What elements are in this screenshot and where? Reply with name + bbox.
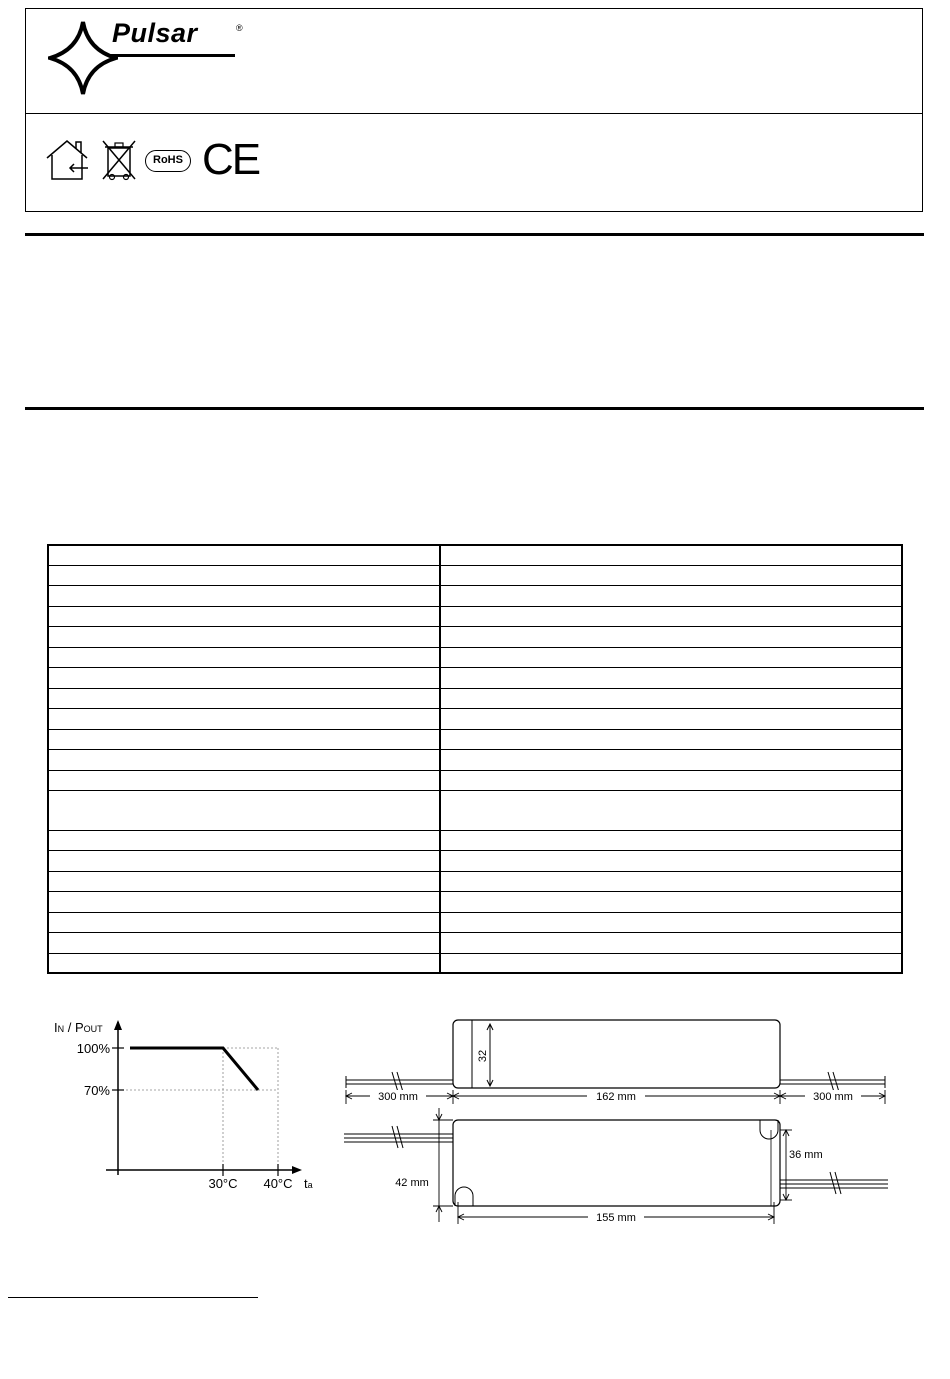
x-axis-label: ta: [304, 1176, 313, 1191]
y-tick-label-100: 100%: [76, 1041, 110, 1056]
cable-left-length-label: 300 mm: [378, 1091, 418, 1103]
weee-bin-icon: [100, 139, 138, 181]
spec-table-row-line: [49, 667, 901, 668]
spec-table-row-line: [49, 688, 901, 689]
bottom-view-cables-left: [344, 1126, 453, 1148]
brand-underline: [108, 54, 235, 57]
mount-height-dimension-lines: [780, 1130, 792, 1200]
spec-table-column-divider: [439, 546, 441, 972]
width-dimension-lines: [433, 1108, 453, 1222]
spec-table-row-line: [49, 606, 901, 607]
dimension-drawing: [340, 1012, 896, 1228]
derating-chart: [40, 1010, 330, 1200]
spec-table-row-line: [49, 708, 901, 709]
footnote-separator: [8, 1297, 258, 1298]
section-rule-bottom: [25, 407, 924, 410]
spec-table: [47, 544, 903, 974]
mount-spacing-label: 155 mm: [596, 1212, 636, 1224]
y-axis-arrow: [114, 1020, 122, 1030]
pulsar-star-logo: [48, 20, 118, 96]
registered-mark: ®: [236, 23, 243, 33]
spec-table-row-line: [49, 647, 901, 648]
chart-grid: [118, 1048, 278, 1170]
spec-table-row-line: [49, 626, 901, 627]
spec-table-row-line: [49, 565, 901, 566]
spec-table-row-line: [49, 790, 901, 791]
indoor-use-icon: [44, 138, 90, 182]
top-view-body: [453, 1020, 780, 1088]
spec-table-row-line: [49, 749, 901, 750]
top-view-cables-left: [346, 1072, 453, 1092]
section-rule-top: [25, 233, 924, 236]
spec-table-row-line: [49, 770, 901, 771]
spec-table-row-line: [49, 585, 901, 586]
spec-table-row-line: [49, 871, 901, 872]
x-tick-label-30: 30°C: [208, 1176, 238, 1191]
brand-name: Pulsar: [112, 18, 198, 48]
spec-table-row-line: [49, 850, 901, 851]
ce-mark: CE: [202, 135, 260, 184]
spec-table-row-line: [49, 830, 901, 831]
y-tick-label-70: 70%: [83, 1083, 110, 1098]
spec-table-row-line: [49, 953, 901, 954]
width-total-label: 42 mm: [395, 1177, 429, 1189]
body-length-label: 162 mm: [596, 1091, 636, 1103]
header-divider: [26, 113, 922, 114]
height-dimension-label: 32: [477, 1049, 489, 1063]
bottom-view-body: [453, 1120, 780, 1206]
y-axis-label: IN / POUT: [54, 1020, 103, 1035]
spec-table-row-line: [49, 932, 901, 933]
cable-right-length-label: 300 mm: [813, 1091, 853, 1103]
derating-series-line: [130, 1048, 258, 1090]
x-axis-arrow: [292, 1166, 302, 1174]
bottom-view-cables-right: [780, 1172, 888, 1194]
top-view-cables-right: [780, 1072, 885, 1092]
spec-table-row-line: [49, 729, 901, 730]
mount-height-label: 36 mm: [789, 1149, 823, 1161]
rohs-badge: RoHS: [145, 150, 191, 172]
spec-table-row-line: [49, 912, 901, 913]
x-tick-label-40: 40°C: [263, 1176, 293, 1191]
spec-table-row-line: [49, 891, 901, 892]
